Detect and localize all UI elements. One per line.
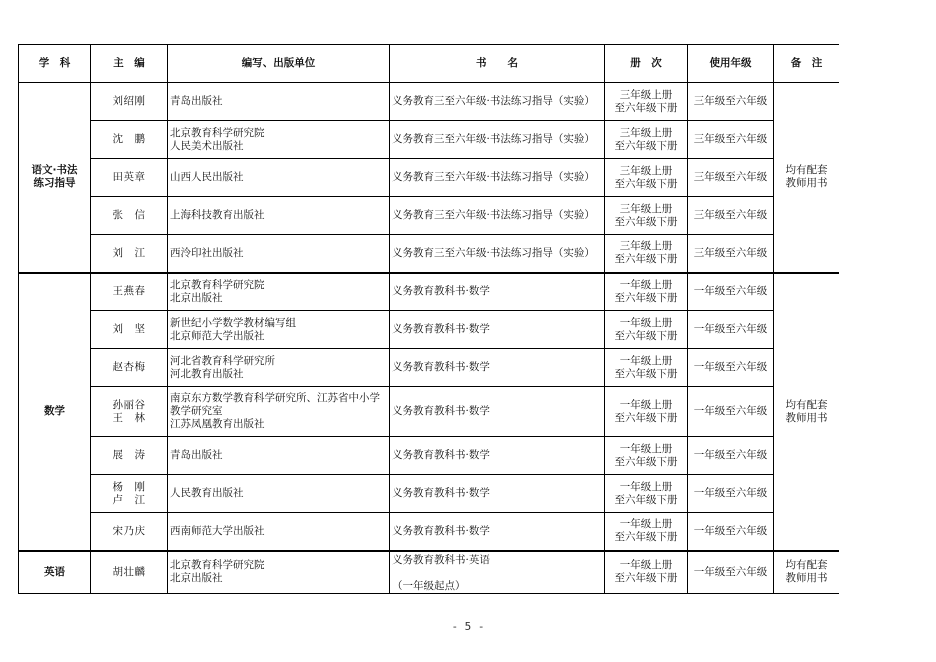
- publisher-cell: [168, 83, 390, 121]
- header-publisher: 编写、出版单位: [168, 45, 390, 83]
- cell-line: 北京出版社: [170, 291, 223, 304]
- volumes-cell: [605, 159, 688, 197]
- cell-line: 青岛出版社: [170, 95, 223, 107]
- publisher-cell: [168, 159, 390, 197]
- title-cell: [390, 83, 605, 121]
- cell-line: 人民美术出版社: [170, 139, 244, 152]
- title-text: 义务教育三至六年级·书法练习指导（实验）: [392, 133, 595, 145]
- cell-line: 至六年级下册: [614, 329, 678, 342]
- publisher-cell: [168, 551, 390, 594]
- cell-line: 至六年级下册: [614, 101, 678, 114]
- publisher-cell: [168, 349, 390, 387]
- volumes-cell: [605, 475, 688, 513]
- cell-line: 练习指导: [33, 177, 76, 190]
- table-row: [19, 159, 840, 197]
- editor-cell: [91, 513, 168, 551]
- title-cell: [390, 273, 605, 311]
- cell-line: 北京出版社: [170, 572, 223, 584]
- cell-line: 北京师范大学出版社: [170, 329, 265, 342]
- title-cell: [390, 235, 605, 273]
- cell-line: 宋乃庆: [112, 524, 146, 537]
- editor-cell: [91, 551, 168, 594]
- cell-line: 刘 江: [112, 246, 146, 259]
- grades-cell: 三年级至六年级: [688, 83, 774, 121]
- table-header-row: [19, 45, 840, 83]
- grades-cell: 一年级至六年级: [688, 437, 774, 475]
- editor-cell: [91, 311, 168, 349]
- cell-line: [392, 567, 602, 580]
- grades-cell: 三年级至六年级: [688, 159, 774, 197]
- title-text: 义务教育教科书·数学: [392, 323, 490, 335]
- header-editor: 主 编: [91, 45, 168, 83]
- cell-line: 三年级上册: [619, 240, 673, 253]
- cell-line: 至六年级下册: [614, 291, 678, 304]
- editor-cell: [91, 349, 168, 387]
- publisher-cell: [168, 311, 390, 349]
- header-notes: 备 注: [774, 45, 840, 83]
- volumes-cell: [605, 349, 688, 387]
- editor-cell: [91, 437, 168, 475]
- volumes-cell: [605, 121, 688, 159]
- table-row: [19, 121, 840, 159]
- publisher-cell: [168, 235, 390, 273]
- volumes-cell: [605, 197, 688, 235]
- title-cell: [390, 159, 605, 197]
- table-body: [19, 83, 840, 594]
- cell-line: 至六年级下册: [614, 139, 678, 152]
- cell-line: 新世纪小学数学教材编写组: [170, 316, 296, 329]
- cell-line: 杨 刚: [112, 480, 146, 493]
- table-row: [19, 83, 840, 121]
- title-cell: [390, 311, 605, 349]
- cell-line: 张 信: [112, 209, 146, 221]
- publisher-cell: [168, 273, 390, 311]
- publisher-cell: [168, 197, 390, 235]
- table-row: [19, 437, 840, 475]
- cell-line: 均有配套: [785, 398, 828, 411]
- title-text: 义务教育三至六年级·书法练习指导（实验）: [392, 171, 595, 183]
- cell-line: 至六年级下册: [614, 531, 678, 544]
- cell-line: 南京东方数学教育科学研究所、江苏省中小学教学研究室: [170, 392, 380, 417]
- header-volumes: 册 次: [605, 45, 688, 83]
- editor-cell: [91, 235, 168, 273]
- title-text: 义务教育教科书·数学: [392, 524, 490, 537]
- title-cell: [390, 475, 605, 513]
- cell-line: 北京教育科学研究院: [170, 126, 265, 139]
- cell-line: 至六年级下册: [614, 177, 678, 190]
- volumes-cell: [605, 311, 688, 349]
- title-cell: [390, 551, 605, 594]
- cell-line: 至六年级下册: [614, 215, 678, 228]
- publisher-cell: [168, 121, 390, 159]
- cell-line: 青岛出版社: [170, 449, 223, 461]
- title-cell: [390, 197, 605, 235]
- cell-line: 至六年级下册: [614, 493, 678, 506]
- cell-line: 西南师范大学出版社: [170, 524, 265, 537]
- title-text: 义务教育三至六年级·书法练习指导（实验）: [392, 95, 595, 107]
- cell-line: 卢 江: [112, 493, 146, 506]
- notes-cell: [774, 83, 840, 273]
- cell-line: 至六年级下册: [614, 411, 678, 424]
- title-text: 义务教育三至六年级·书法练习指导（实验）: [392, 246, 595, 259]
- cell-line: 刘绍刚: [112, 95, 146, 107]
- subject-cell: [19, 273, 91, 551]
- cell-line: 一年级上册: [619, 278, 673, 291]
- cell-line: 一年级上册: [619, 480, 673, 493]
- cell-line: 北京教育科学研究院: [170, 559, 265, 571]
- cell-line: （一年级起点）: [392, 579, 466, 592]
- publisher-cell: [168, 513, 390, 551]
- page-number: - 5 -: [451, 620, 485, 633]
- cell-line: 教师用书: [785, 411, 828, 424]
- cell-line: 北京教育科学研究院: [170, 278, 265, 291]
- cell-line: 一年级上册: [619, 518, 673, 531]
- cell-line: 三年级上册: [619, 202, 673, 215]
- table-row: [19, 387, 840, 437]
- title-text: 义务教育教科书·数学: [392, 449, 490, 461]
- cell-line: 展 涛: [112, 449, 146, 461]
- title-cell: [390, 349, 605, 387]
- cell-line: 一年级上册: [619, 316, 673, 329]
- cell-line: 英语: [44, 565, 65, 578]
- volumes-cell: [605, 437, 688, 475]
- table-row: [19, 513, 840, 551]
- cell-line: 数学: [44, 405, 65, 417]
- cell-line: 沈 鹏: [112, 133, 146, 145]
- editor-cell: [91, 273, 168, 311]
- cell-line: 教师用书: [785, 177, 828, 190]
- grades-cell: 三年级至六年级: [688, 121, 774, 159]
- grades-cell: 一年级至六年级: [688, 475, 774, 513]
- editor-cell: [91, 387, 168, 437]
- cell-line: 刘 坚: [112, 323, 146, 335]
- cell-line: 一年级上册: [619, 442, 673, 455]
- grades-cell: 一年级至六年级: [688, 273, 774, 311]
- cell-line: 王燕春: [112, 285, 146, 298]
- volumes-cell: [605, 513, 688, 551]
- cell-line: 至六年级下册: [614, 455, 678, 468]
- volumes-cell: [605, 387, 688, 437]
- grades-cell: 一年级至六年级: [688, 349, 774, 387]
- grades-cell: 三年级至六年级: [688, 235, 774, 273]
- cell-line: 田英章: [112, 171, 146, 183]
- title-text: 义务教育教科书·数学: [392, 361, 490, 373]
- editor-cell: [91, 83, 168, 121]
- title-cell: [390, 437, 605, 475]
- grades-cell: 一年级至六年级: [688, 311, 774, 349]
- cell-line: 孙丽谷: [112, 398, 146, 411]
- cell-line: 均有配套: [785, 559, 828, 571]
- header-title: 书 名: [390, 45, 605, 83]
- volumes-cell: [605, 235, 688, 273]
- notes-cell: [774, 273, 840, 551]
- textbook-catalog-table-wrapper: [18, 44, 839, 594]
- table-row: [19, 197, 840, 235]
- header-subject: 学 科: [19, 45, 91, 83]
- cell-line: 三年级上册: [619, 164, 673, 177]
- cell-line: 胡壮麟: [112, 565, 146, 578]
- editor-cell: [91, 197, 168, 235]
- cell-line: 语文·书法: [31, 164, 78, 177]
- volumes-cell: [605, 551, 688, 594]
- publisher-cell: [168, 387, 390, 437]
- cell-line: 江苏凤凰教育出版社: [170, 418, 265, 430]
- title-cell: [390, 513, 605, 551]
- title-text: 义务教育教科书·数学: [392, 405, 490, 417]
- cell-line: 人民教育出版社: [170, 487, 244, 499]
- table-row: [19, 311, 840, 349]
- volumes-cell: [605, 83, 688, 121]
- title-text: 义务教育教科书·数学: [392, 487, 490, 499]
- cell-line: 至六年级下册: [614, 253, 678, 266]
- cell-line: 西泠印社出版社: [170, 246, 244, 259]
- editor-cell: [91, 121, 168, 159]
- cell-line: 三年级上册: [619, 126, 673, 139]
- cell-line: 教师用书: [785, 572, 828, 584]
- notes-cell: [774, 551, 840, 594]
- cell-line: 赵杏梅: [112, 361, 146, 373]
- cell-line: 河北省教育科学研究所: [170, 354, 275, 367]
- publisher-cell: [168, 475, 390, 513]
- volumes-cell: [605, 273, 688, 311]
- subject-cell: [19, 83, 91, 273]
- cell-line: 一年级上册: [619, 398, 673, 411]
- cell-line: 河北教育出版社: [170, 367, 244, 380]
- header-grades: 使用年级: [688, 45, 774, 83]
- title-text: 义务教育教科书·数学: [392, 285, 490, 298]
- grades-cell: 三年级至六年级: [688, 197, 774, 235]
- grades-cell: 一年级至六年级: [688, 551, 774, 594]
- title-cell: [390, 387, 605, 437]
- cell-line: 均有配套: [785, 164, 828, 177]
- cell-line: 三年级上册: [619, 88, 673, 101]
- cell-line: 至六年级下册: [614, 572, 678, 584]
- textbook-catalog-table: [18, 44, 839, 594]
- title-cell: [390, 121, 605, 159]
- table-row: [19, 349, 840, 387]
- subject-cell: [19, 551, 91, 594]
- cell-line: 山西人民出版社: [170, 171, 244, 183]
- table-row: [19, 235, 840, 273]
- editor-cell: [91, 159, 168, 197]
- title-text: 义务教育三至六年级·书法练习指导（实验）: [392, 209, 595, 221]
- cell-line: 一年级上册: [619, 354, 673, 367]
- cell-line: 至六年级下册: [614, 367, 678, 380]
- grades-cell: 一年级至六年级: [688, 387, 774, 437]
- cell-line: 义务教育教科书·英语: [392, 553, 490, 566]
- table-row: [19, 475, 840, 513]
- table-row: [19, 273, 840, 311]
- publisher-cell: [168, 437, 390, 475]
- grades-cell: 一年级至六年级: [688, 513, 774, 551]
- cell-line: 王 林: [112, 411, 146, 424]
- editor-cell: [91, 475, 168, 513]
- table-row: [19, 551, 840, 594]
- cell-line: 一年级上册: [619, 559, 673, 571]
- cell-line: 上海科技教育出版社: [170, 209, 265, 221]
